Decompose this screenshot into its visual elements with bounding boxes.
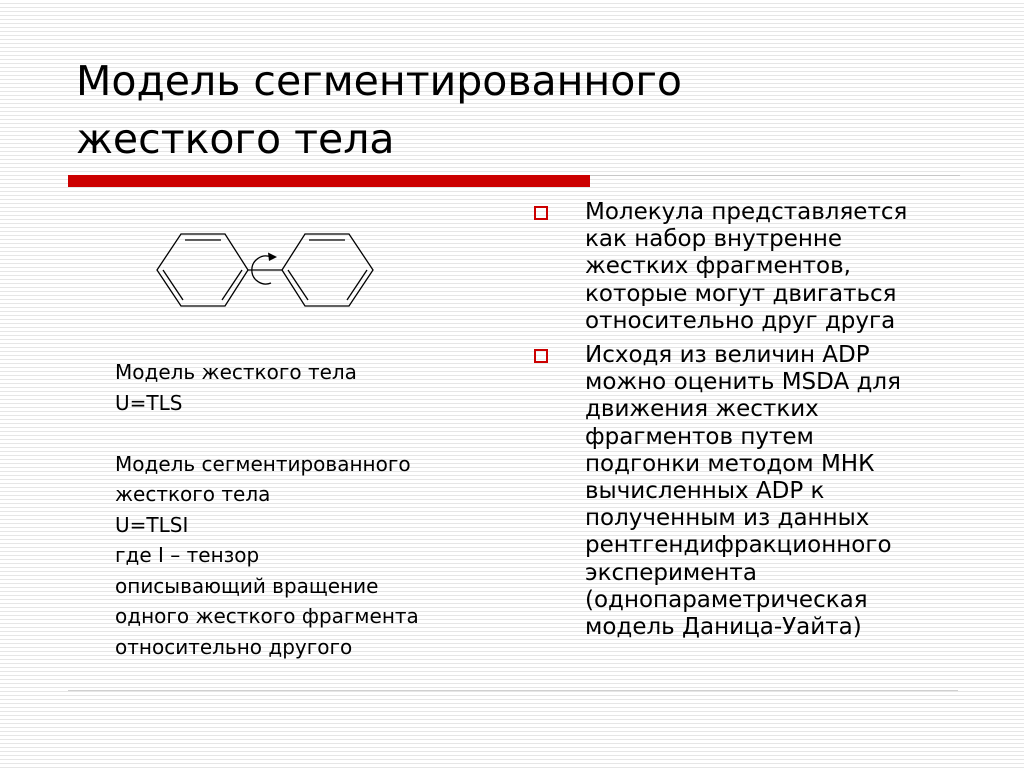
bullet-line: которые могут двигаться <box>585 280 897 307</box>
text-line: описывающий вращение <box>115 573 379 598</box>
bullet-line: фрагментов путем <box>585 423 814 450</box>
paragraph-gap <box>115 418 515 449</box>
text-line: где I – тензор <box>115 543 260 567</box>
bullet-line: Исходя из величин ADP <box>585 342 870 369</box>
bullet-line: вычисленных ADP к <box>585 478 825 505</box>
bullet-item <box>534 199 984 335</box>
bullet-line: относительно друг друга <box>585 307 896 334</box>
bullet-item <box>534 342 984 641</box>
text-line: U=TLSI <box>115 512 189 537</box>
hollow-square-icon <box>534 349 548 363</box>
text-line: U=TLS <box>115 390 183 415</box>
hollow-square-icon <box>534 206 548 220</box>
bullet-line: модель Даница-Уайта) <box>585 614 862 641</box>
bullet-line: как набор внутренне <box>585 226 843 253</box>
bullet-line: рентгендифракционного <box>585 532 892 559</box>
bullet-line: подгонки методом МНК <box>585 450 875 477</box>
model-description <box>115 357 515 662</box>
bullet-line: жестких фрагментов, <box>585 253 851 280</box>
footer-divider-line <box>68 690 958 691</box>
text-line: Модель сегментированного <box>115 451 411 476</box>
text-line: жесткого тела <box>115 482 271 506</box>
bullet-line: движения жестких <box>585 396 819 423</box>
text-line: относительно другого <box>115 634 353 659</box>
bullet-list <box>534 199 984 648</box>
text-line: Модель жесткого тела <box>115 360 357 384</box>
bullet-line: Молекула представляется <box>585 199 908 225</box>
bullet-line: эксперимента <box>585 559 757 586</box>
text-line: одного жесткого фрагмента <box>115 604 419 628</box>
biphenyl-rotation-icon <box>150 225 380 315</box>
title-accent-bar <box>68 175 590 187</box>
title-line: Модель сегментированного <box>76 57 682 105</box>
bullet-line: можно оценить MSDA для <box>585 369 901 396</box>
slide-title <box>76 52 956 168</box>
title-divider-line <box>590 175 960 176</box>
bullet-line: полученным из данных <box>585 505 870 532</box>
bullet-line: (однопараметрическая <box>585 586 868 613</box>
title-line: жесткого тела <box>76 115 395 163</box>
